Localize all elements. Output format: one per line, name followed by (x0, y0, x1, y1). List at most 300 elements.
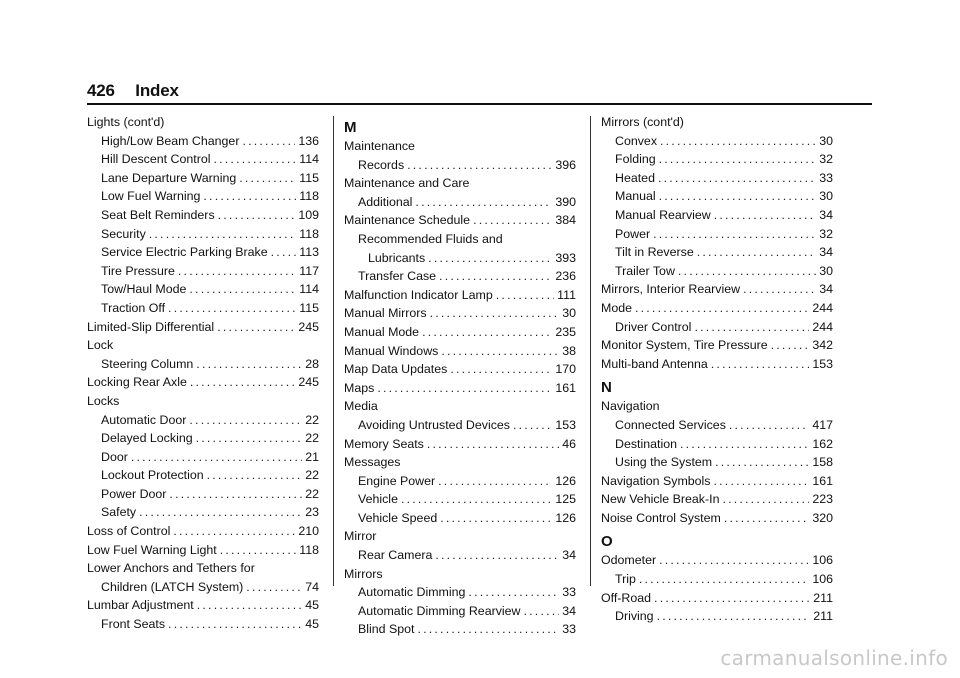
dot-leader (524, 602, 560, 621)
index-entry (601, 132, 833, 151)
index-entry-term: Noise Control System (601, 510, 721, 525)
index-entry-page: 34 (819, 207, 833, 222)
index-entry-term: Safety (101, 505, 137, 520)
dot-leader (197, 596, 302, 615)
index-entry-term: Avoiding Untrusted Devices (358, 417, 510, 432)
index-letter-heading: M (344, 119, 357, 136)
dot-leader (217, 318, 295, 337)
index-entry-term: High/Low Beam Changer (101, 133, 240, 148)
dot-leader (377, 379, 552, 398)
dot-leader (207, 466, 303, 485)
index-entry-page: 38 (562, 343, 576, 358)
index-entry-term: Additional (358, 194, 413, 209)
dot-leader (660, 132, 816, 151)
index-entry (601, 299, 833, 318)
index-entry-term: Low Fuel Warning (101, 189, 201, 204)
index-entry-page: 33 (819, 170, 833, 185)
index-entry (601, 169, 833, 188)
index-entry-page: 153 (555, 417, 576, 432)
index-entry-term: Children (LATCH System) (101, 579, 244, 594)
index-entry-term: Delayed Locking (101, 431, 193, 446)
index-entry-page: 161 (555, 380, 576, 395)
index-entry-page: 245 (298, 375, 319, 390)
index-entry (344, 509, 576, 528)
index-entry-page: 158 (812, 455, 833, 470)
dot-leader (178, 262, 296, 281)
index-entry-page: 118 (299, 189, 319, 204)
index-entry (87, 225, 319, 244)
dot-leader (715, 453, 809, 472)
index-entry-term: Vehicle Speed (358, 510, 438, 525)
index-entry (344, 527, 576, 546)
index-entry-page: 384 (555, 213, 576, 228)
dot-leader (680, 435, 809, 454)
dot-leader (771, 336, 810, 355)
index-entry-term: Mirrors (cont'd) (601, 115, 684, 129)
index-entry-page: 32 (819, 152, 833, 167)
index-entry (87, 373, 319, 392)
index-entry-page: 30 (819, 133, 833, 148)
dot-leader (659, 551, 809, 570)
index-entry (601, 490, 833, 509)
index-entry (601, 336, 833, 355)
index-entry-page: 45 (305, 598, 319, 613)
index-entry (344, 286, 576, 305)
index-entry-term: Malfunction Indicator Lamp (344, 287, 493, 302)
index-entry (344, 230, 576, 249)
index-entry (87, 132, 319, 151)
dot-leader (415, 193, 552, 212)
index-entry (601, 435, 833, 454)
index-entry (601, 607, 833, 626)
index-entry-page: 113 (299, 245, 319, 260)
index-entry (87, 429, 319, 448)
dot-leader (246, 578, 302, 597)
index-entry (87, 336, 319, 355)
index-entry (344, 211, 576, 230)
index-entry-page: 106 (812, 553, 833, 568)
index-entry-term: Mirror (344, 529, 377, 544)
index-entry-page: 111 (557, 287, 576, 302)
index-entry-page: 117 (299, 263, 319, 278)
index-entry-term: Maintenance Schedule (344, 213, 471, 228)
index-entry (344, 546, 576, 565)
index-entry-term: Trailer Tow (615, 263, 675, 278)
index-entry (601, 206, 833, 225)
dot-leader (173, 522, 295, 541)
index-entry (87, 411, 319, 430)
index-entry (344, 174, 576, 193)
dot-leader (239, 169, 296, 188)
index-entry (87, 559, 319, 578)
index-entry-page: 22 (305, 468, 319, 483)
index-entry-term: Folding (615, 152, 656, 167)
index-entry (87, 280, 319, 299)
index-entry-term: Mirrors, Interior Rearview (601, 282, 741, 297)
index-entry (87, 243, 319, 262)
index-entry-term: Navigation (601, 399, 660, 414)
index-entry (601, 453, 833, 472)
index-entry-page: 23 (305, 505, 319, 520)
dot-leader (657, 607, 811, 626)
index-entry-term: Locking Rear Axle (87, 375, 187, 390)
dot-leader (189, 411, 302, 430)
index-entry-term: Locks (87, 393, 120, 408)
index-entry-term: Manual Windows (344, 343, 439, 358)
dot-leader (169, 485, 302, 504)
index-entry-term: Using the System (615, 455, 713, 470)
index-entry-term: Messages (344, 455, 401, 470)
index-entry-term: Memory Seats (344, 436, 424, 451)
index-entry-term: Automatic Dimming Rearview (358, 603, 521, 618)
index-entry-page: 28 (305, 356, 319, 371)
index-entry-term: Tow/Haul Mode (101, 282, 187, 297)
index-entry-term: Lubricants (368, 250, 426, 265)
index-entry-term: Blind Spot (358, 622, 415, 637)
index-entry-page: 118 (299, 542, 319, 557)
index-entry-term: New Vehicle Break-In (601, 492, 720, 507)
index-entry-page: 235 (555, 324, 576, 339)
index-entry-term: Limited-Slip Differential (87, 319, 215, 334)
index-entry-page: 236 (555, 269, 576, 284)
index-entry (87, 150, 319, 169)
index-entry-term: Lane Departure Warning (101, 170, 237, 185)
index-entry-term: Power Door (101, 486, 167, 501)
dot-leader (654, 589, 810, 608)
index-entry-page: 46 (562, 436, 576, 451)
index-entry-term: Engine Power (358, 473, 436, 488)
dot-leader (218, 206, 296, 225)
index-entry-page: 33 (562, 622, 576, 637)
index-entry (601, 318, 833, 337)
dot-leader (438, 472, 552, 491)
page-number: 426 (87, 81, 115, 100)
index-entry (87, 355, 319, 374)
index-entry (344, 249, 576, 268)
index-entry-term: Mirrors (344, 566, 383, 581)
index-entry (87, 596, 319, 615)
index-entry-term: Navigation Symbols (601, 473, 711, 488)
index-column-2 (344, 113, 576, 639)
index-entry-term: Seat Belt Reminders (101, 207, 215, 222)
index-entry-page: 390 (555, 194, 576, 209)
index-entry-term: Convex (615, 133, 658, 148)
index-entry (601, 397, 833, 416)
dot-leader (271, 243, 297, 262)
dot-leader (214, 150, 297, 169)
dot-leader (711, 355, 810, 374)
dot-leader (242, 132, 295, 151)
index-entry-term: Manual Rearview (615, 207, 711, 222)
index-entry-term: Manual Mode (344, 324, 420, 339)
index-entry (344, 490, 576, 509)
index-entry (344, 416, 576, 435)
dot-leader (678, 262, 816, 281)
dot-leader (729, 416, 809, 435)
index-letter-heading: O (601, 533, 613, 551)
index-entry-term: Off-Road (601, 590, 652, 605)
index-entry (601, 589, 833, 608)
dot-leader (430, 304, 560, 323)
index-entry (601, 262, 833, 281)
index-entry-term: Trip (615, 572, 636, 587)
index-entry-page: 115 (299, 170, 319, 185)
column-divider (333, 116, 334, 586)
index-entry-term: Recommended Fluids and (358, 231, 503, 246)
index-entry-page: 161 (812, 473, 833, 488)
index-entry-term: Connected Services (615, 417, 726, 432)
index-entry-term: Mode (601, 300, 632, 315)
index-entry-term: Loss of Control (87, 524, 171, 539)
index-entry-page: 22 (305, 486, 319, 501)
index-entry (87, 206, 319, 225)
index-entry (344, 620, 576, 639)
index-entry-term: Rear Camera (358, 548, 433, 563)
index-entry-page: 21 (305, 449, 319, 464)
index-entry-page: 126 (555, 510, 576, 525)
index-entry-page: 153 (812, 356, 833, 371)
index-entry-term: Odometer (601, 553, 657, 568)
index-entry-term: Automatic Dimming (358, 585, 466, 600)
index-entry-term: Driver Control (615, 319, 692, 334)
index-entry-term: Manual (615, 189, 656, 204)
index-entry-page: 126 (555, 473, 576, 488)
dot-leader (139, 503, 302, 522)
index-entry-page: 211 (813, 609, 833, 624)
dot-leader (196, 355, 302, 374)
index-entry-page: 170 (555, 362, 576, 377)
index-entry-term: Driving (615, 609, 654, 624)
index-entry (87, 466, 319, 485)
index-entry (87, 262, 319, 281)
index-entry (601, 416, 833, 435)
index-column-3 (601, 113, 833, 626)
index-entry (344, 565, 576, 584)
dot-leader (428, 249, 552, 268)
dot-leader (401, 490, 552, 509)
index-entry-term: Automatic Door (101, 412, 187, 427)
index-entry-page: 115 (299, 300, 319, 315)
page-title: Index (135, 81, 179, 100)
index-entry-term: Multi-band Antenna (601, 356, 708, 371)
index-entry-page: 22 (305, 412, 319, 427)
index-entry (87, 578, 319, 597)
dot-leader (694, 318, 809, 337)
index-entry (344, 379, 576, 398)
dot-leader (168, 615, 302, 634)
dot-leader (653, 225, 816, 244)
dot-leader (722, 490, 809, 509)
index-entry (601, 355, 833, 374)
index-entry-page: 106 (812, 572, 833, 587)
index-entry-term: Steering Column (101, 356, 194, 371)
index-entry-page: 114 (299, 282, 319, 297)
index-entry-page: 34 (562, 603, 576, 618)
dot-leader (714, 472, 810, 491)
index-entry-page: 34 (562, 548, 576, 563)
index-entry-term: Maps (344, 380, 375, 395)
index-entry (87, 541, 319, 560)
index-entry-page: 114 (299, 152, 319, 167)
index-entry-page: 223 (812, 492, 833, 507)
dot-leader (635, 299, 809, 318)
index-entry (87, 448, 319, 467)
index-entry (87, 392, 319, 411)
index-entry-term: Manual Mirrors (344, 306, 427, 321)
index-entry-page: 245 (298, 319, 319, 334)
index-entry (87, 485, 319, 504)
dot-leader (659, 187, 817, 206)
index-entry-term: Lights (cont'd) (87, 115, 165, 129)
index-entry-page: 33 (562, 585, 576, 600)
dot-leader (473, 211, 552, 230)
index-entry (344, 397, 576, 416)
index-entry (87, 318, 319, 337)
index-entry (87, 522, 319, 541)
index-entry-page: 417 (812, 417, 833, 432)
index-entry (344, 453, 576, 472)
dot-leader (440, 509, 552, 528)
index-entry-page: 244 (812, 300, 833, 315)
watermark: carmanualsonline.info (720, 646, 948, 670)
index-entry-term: Tilt in Reverse (615, 245, 694, 260)
index-entry (344, 304, 576, 323)
dot-leader (468, 583, 559, 602)
index-entry-term: Vehicle (358, 492, 398, 507)
index-entry (344, 435, 576, 454)
index-entry-page: 162 (812, 436, 833, 451)
dot-leader (190, 373, 295, 392)
index-entry-page: 342 (812, 338, 833, 353)
index-entry-term: Monitor System, Tire Pressure (601, 338, 768, 353)
index-entry (601, 150, 833, 169)
dot-leader (220, 541, 297, 560)
dot-leader (168, 299, 296, 318)
index-entry-page: 320 (812, 510, 833, 525)
index-entry (601, 472, 833, 491)
index-entry-page: 30 (819, 263, 833, 278)
index-entry-term: Maintenance and Care (344, 176, 470, 191)
index-entry-term: Hill Descent Control (101, 152, 211, 167)
index-entry-term: Heated (615, 170, 655, 185)
index-entry (87, 187, 319, 206)
index-entry-page: 244 (812, 319, 833, 334)
index-entry-page: 30 (562, 306, 576, 321)
index-entry-page: 109 (298, 207, 319, 222)
index-entry-page: 210 (298, 524, 319, 539)
index-entry-page: 34 (819, 282, 833, 297)
index-entry-page: 136 (298, 133, 319, 148)
header-rule (87, 103, 872, 105)
dot-leader (427, 435, 559, 454)
index-entry-page: 211 (813, 590, 833, 605)
dot-leader (417, 620, 559, 639)
index-entry (87, 615, 319, 634)
index-entry (344, 472, 576, 491)
index-entry (344, 267, 576, 286)
index-entry (344, 360, 576, 379)
index-entry (87, 503, 319, 522)
index-entry-term: Tire Pressure (101, 263, 175, 278)
index-entry-term: Lower Anchors and Tethers for (87, 561, 255, 576)
page-header (87, 81, 179, 101)
dot-leader (724, 509, 809, 528)
dot-leader (714, 206, 816, 225)
dot-leader (496, 286, 554, 305)
dot-leader (131, 448, 302, 467)
index-entry (344, 323, 576, 342)
dot-leader (407, 156, 552, 175)
index-entry (87, 299, 319, 318)
dot-leader (149, 225, 296, 244)
dot-leader (422, 323, 552, 342)
index-entry (87, 113, 319, 132)
index-entry-page: 45 (305, 617, 319, 632)
dot-leader (743, 280, 816, 299)
dot-leader (439, 267, 552, 286)
index-entry-page: 74 (305, 579, 319, 594)
index-entry (344, 602, 576, 621)
index-letter-heading: N (601, 379, 612, 397)
index-entry-page: 30 (819, 189, 833, 204)
index-entry-term: Records (358, 157, 405, 172)
index-entry-page: 34 (819, 245, 833, 260)
index-entry (601, 570, 833, 589)
index-column-1 (87, 113, 319, 634)
index-entry-term: Service Electric Parking Brake (101, 245, 268, 260)
index-entry (344, 193, 576, 212)
index-entry-term: Maintenance (344, 139, 415, 153)
index-entry (344, 583, 576, 602)
index-entry (601, 280, 833, 299)
dot-leader (450, 360, 552, 379)
index-entry-term: Destination (615, 436, 677, 451)
index-entry-term: Power (615, 226, 651, 241)
index-entry-term: Door (101, 449, 128, 464)
index-entry (601, 187, 833, 206)
index-entry (344, 342, 576, 361)
index-entry-term: Front Seats (101, 617, 166, 632)
index-entry-term: Traction Off (101, 300, 166, 315)
index-entry (601, 243, 833, 262)
index-entry (601, 225, 833, 244)
index-entry-term: Security (101, 226, 146, 241)
column-divider (590, 116, 591, 586)
index-entry (87, 169, 319, 188)
dot-leader (441, 342, 559, 361)
index-entry-page: 396 (555, 157, 576, 172)
index-entry-term: Transfer Case (358, 269, 437, 284)
dot-leader (189, 280, 296, 299)
index-entry-term: Media (344, 399, 378, 414)
dot-leader (639, 570, 809, 589)
index-entry-page: 125 (555, 492, 576, 507)
dot-leader (203, 187, 296, 206)
index-entry-page: 32 (819, 226, 833, 241)
index-entry-page: 118 (299, 226, 319, 241)
dot-leader (513, 416, 552, 435)
index-entry-term: Lock (87, 338, 114, 353)
index-entry (601, 509, 833, 528)
index-entry-page: 393 (555, 250, 576, 265)
index-entry (601, 113, 833, 132)
index-entry-term: Map Data Updates (344, 362, 448, 377)
dot-leader (697, 243, 816, 262)
index-entry-page: 22 (305, 431, 319, 446)
index-entry-term: Lumbar Adjustment (87, 598, 194, 613)
dot-leader (435, 546, 559, 565)
index-entry (344, 137, 576, 156)
